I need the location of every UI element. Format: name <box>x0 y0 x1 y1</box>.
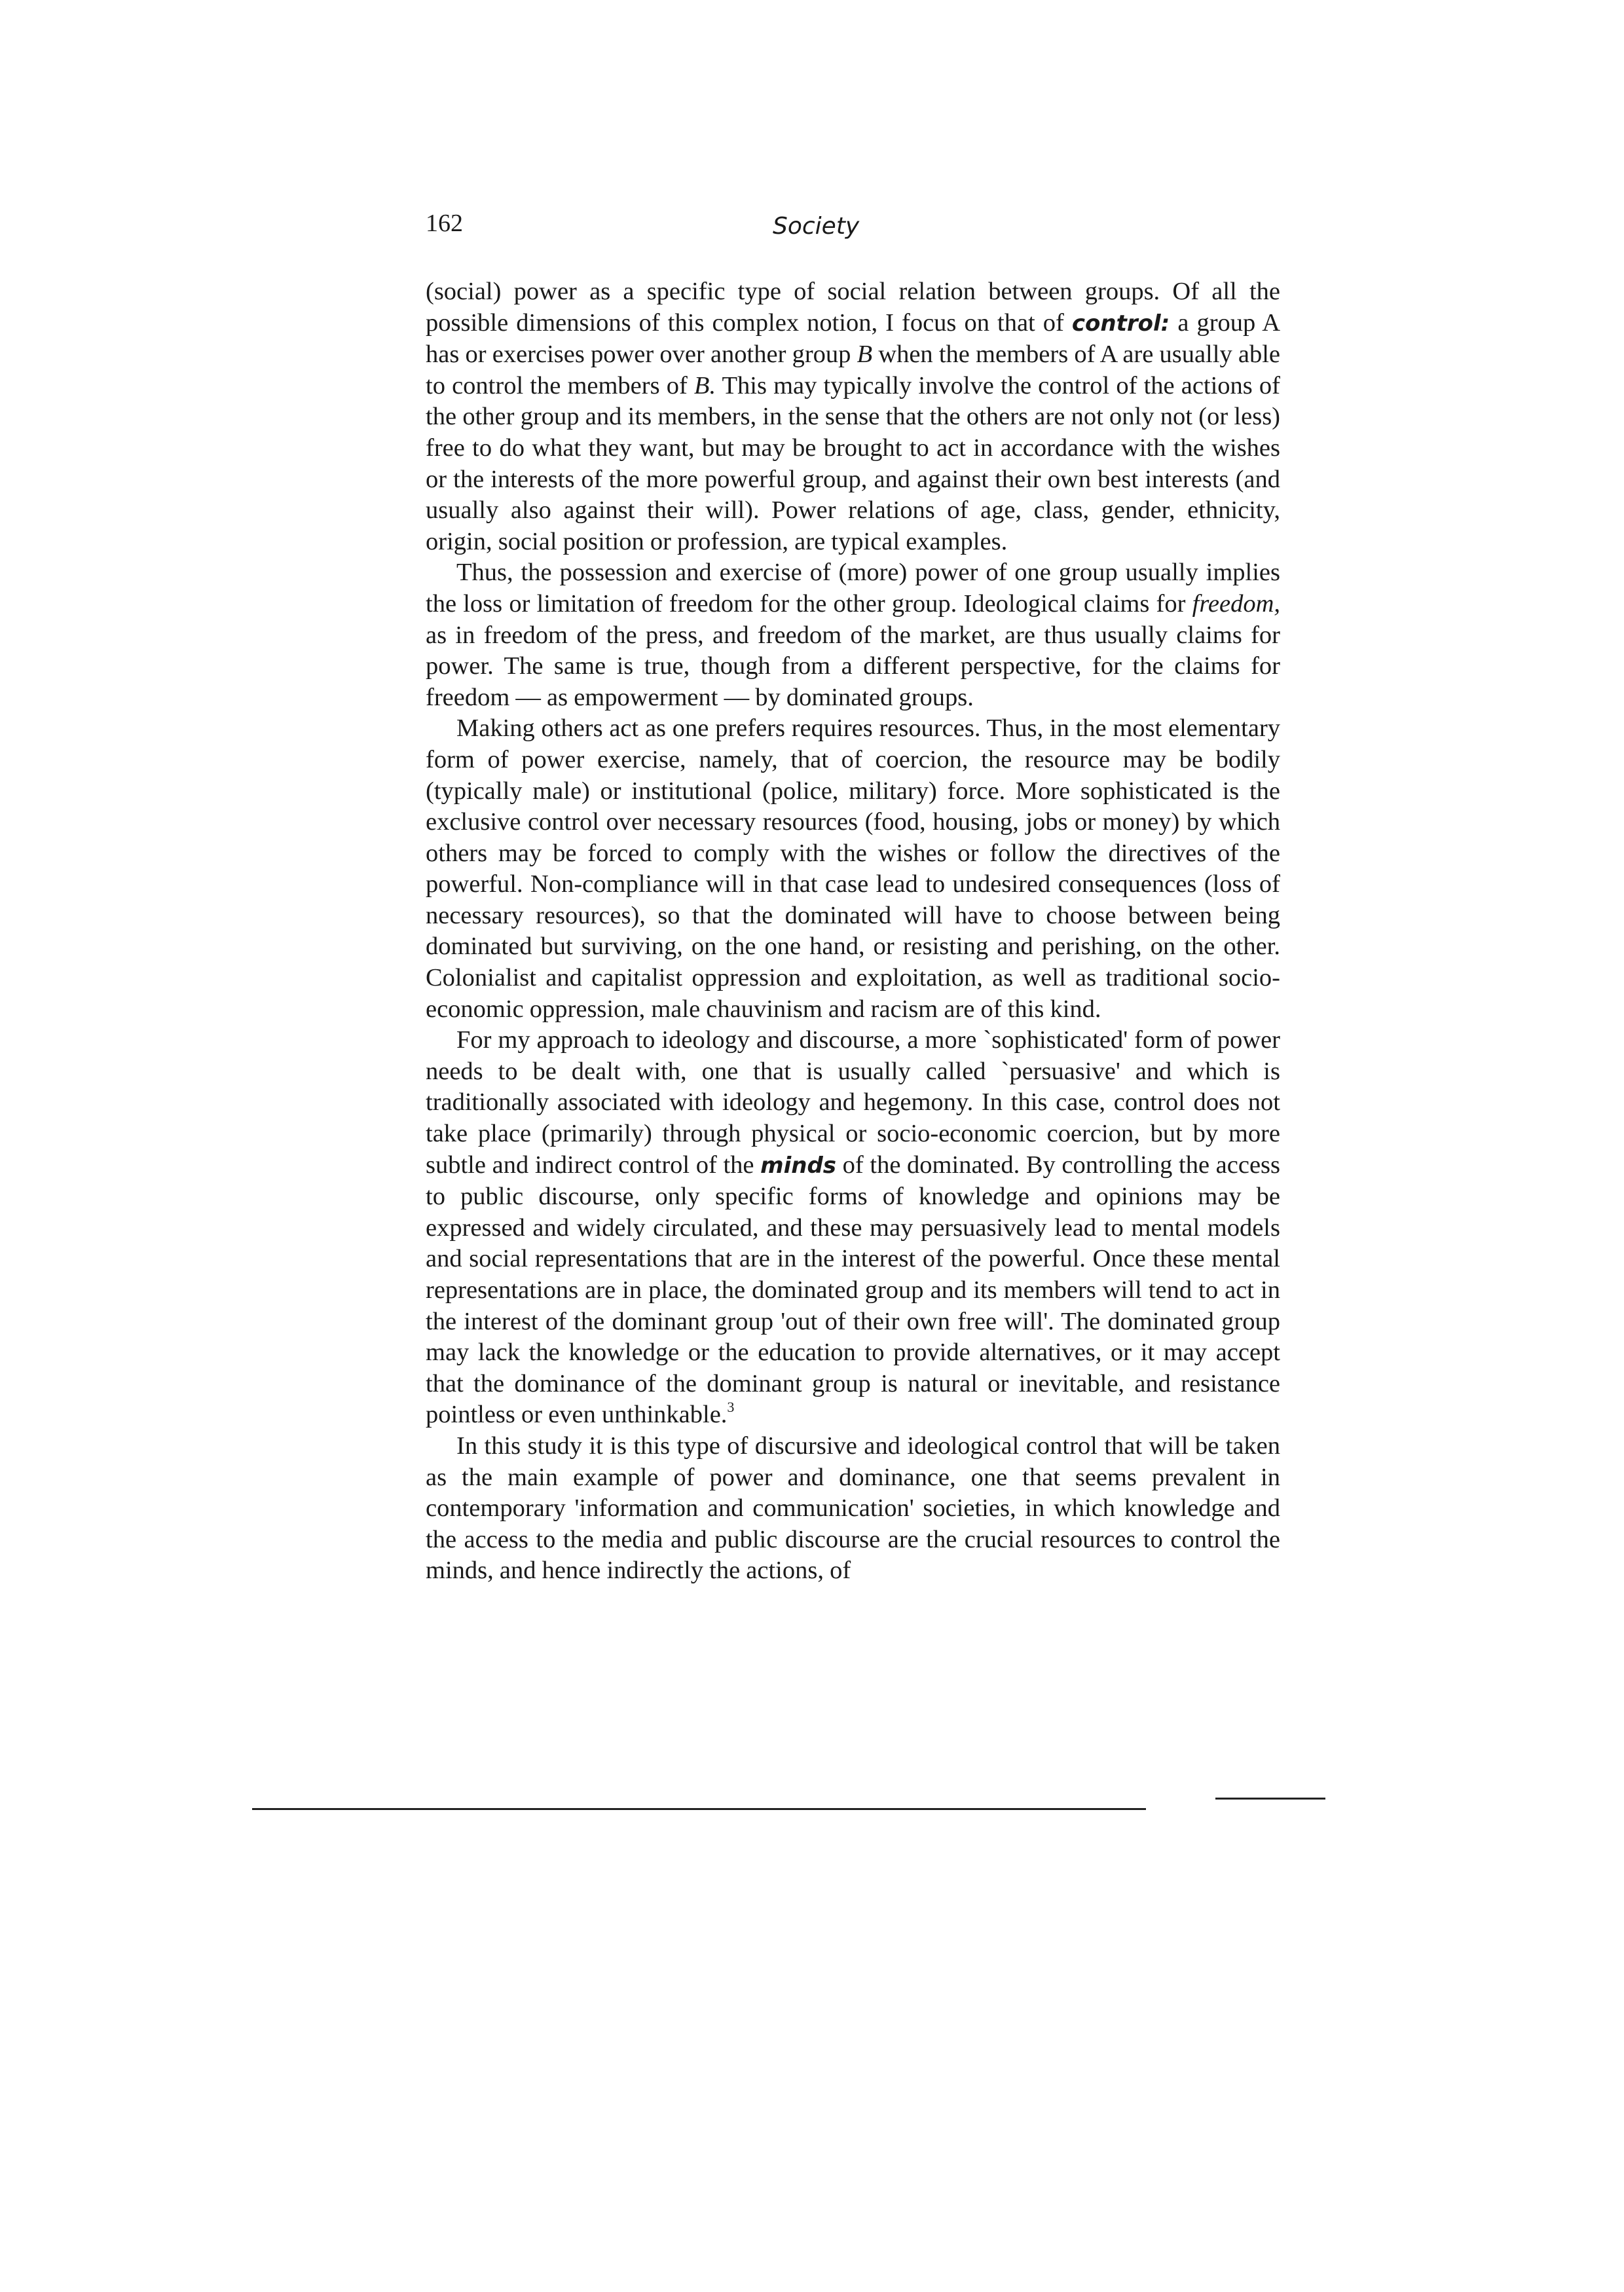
term-minds: minds <box>760 1152 837 1179</box>
text-segment: For my approach to ideology and discourse, a more `sophisticated' form of power needs to be dealt with, one that is usually called `persuasive' and which is traditionally associated with ideology and hegemony. In this case, control does not take place (primarily) through physical or socio-economic coercion, but by more subtle and indirect control of the <box>426 1026 1280 1179</box>
text-segment: of the dominated. By controlling the access to public discourse, only specific forms of knowledge and opinions may be expressed and widely circulated, and these may persuasively lead to mental models and social representations that are in the interest of the powerful. Once these mental representations are in place, the dominated group and its members will tend to act in the interest of the dominant group 'out of their own free will'. The dominated group may lack the knowledge or the education to provide alternatives, or it may accept that the dominance of the dominant group is natural or inevitable, and resistance pointless or even unthinkable. <box>426 1151 1280 1429</box>
text-segment: Making others act as one prefers requires resources. Thus, in the most elementary form of power exercise, namely, that of coercion, the resource may be bodily (typically male) or institutional (police, military) force. More sophisticated is the exclusive control over necessary resources (food, housing, jobs or money) by which others may be forced to comply with the wishes or follow the directives of the powerful. Non-compliance will in that case lead to undesired consequences (loss of necessary resources), so that the dominated will have to choose between being dominated but surviving, on the one hand, or resisting and perishing, on the other. Colonialist and capitalist oppression and exploitation, as well as traditional socio-economic oppression, male chauvinism and racism are of this kind. <box>426 714 1280 1023</box>
text-segment: (social) power as a specific type of social relation between groups. Of all the possible dimensions of this complex notion, I focus on that of <box>426 278 1280 337</box>
paragraph-5 <box>426 1431 1280 1587</box>
text-segment: In this study it is this type of discursive and ideological control that will be taken as the main example of power and dominance, one that seems prevalent in contemporary 'information and communication' societies, in which knowledge and the access to the media and public discourse are the crucial resources to control the minds, and hence indirectly the actions, of <box>426 1432 1280 1585</box>
term-b: B <box>857 341 873 369</box>
paragraph-2 <box>426 557 1280 713</box>
text-segment: Thus, the possession and exercise of (more) power of one group usually implies the loss or limitation of freedom for the other group. Ideological claims for <box>426 559 1280 618</box>
text-segment: when the members of A are usually able to control the members of <box>426 341 1280 399</box>
term-freedom: freedom, <box>1192 589 1280 618</box>
text-segment: as in freedom of the press, and freedom of the market, are thus usually claims for power. The same is true, though from a different perspective, for the claims for freedom — as empowerment — by dominated groups. <box>426 621 1280 711</box>
footer-rule-right <box>1215 1798 1325 1800</box>
footnote-ref[interactable]: 3 <box>727 1399 735 1416</box>
term-control: control: <box>1071 310 1170 337</box>
paragraph-4 <box>426 1025 1280 1431</box>
text-segment: a group A has or exercises power over another group <box>426 308 1280 369</box>
text-segment: This may typically involve the control of the actions of the other group and its members, in the sense that the others are not only not (or less) free to do what they want, but may be brought to act in accordance with the wishes or the interests of the more powerful group, and against their own best interests (and usually also against their will). Power relations of age, class, gender, ethnicity, origin, social position or profession, are typical examples. <box>426 371 1280 555</box>
paragraph-3 <box>426 713 1280 1025</box>
paragraph-1 <box>426 276 1280 557</box>
footer-rule-left <box>252 1808 1146 1810</box>
page-number: 162 <box>426 210 463 237</box>
body-text <box>426 276 1280 1587</box>
term-b-period: B. <box>693 371 716 399</box>
running-head: Society <box>773 213 860 240</box>
